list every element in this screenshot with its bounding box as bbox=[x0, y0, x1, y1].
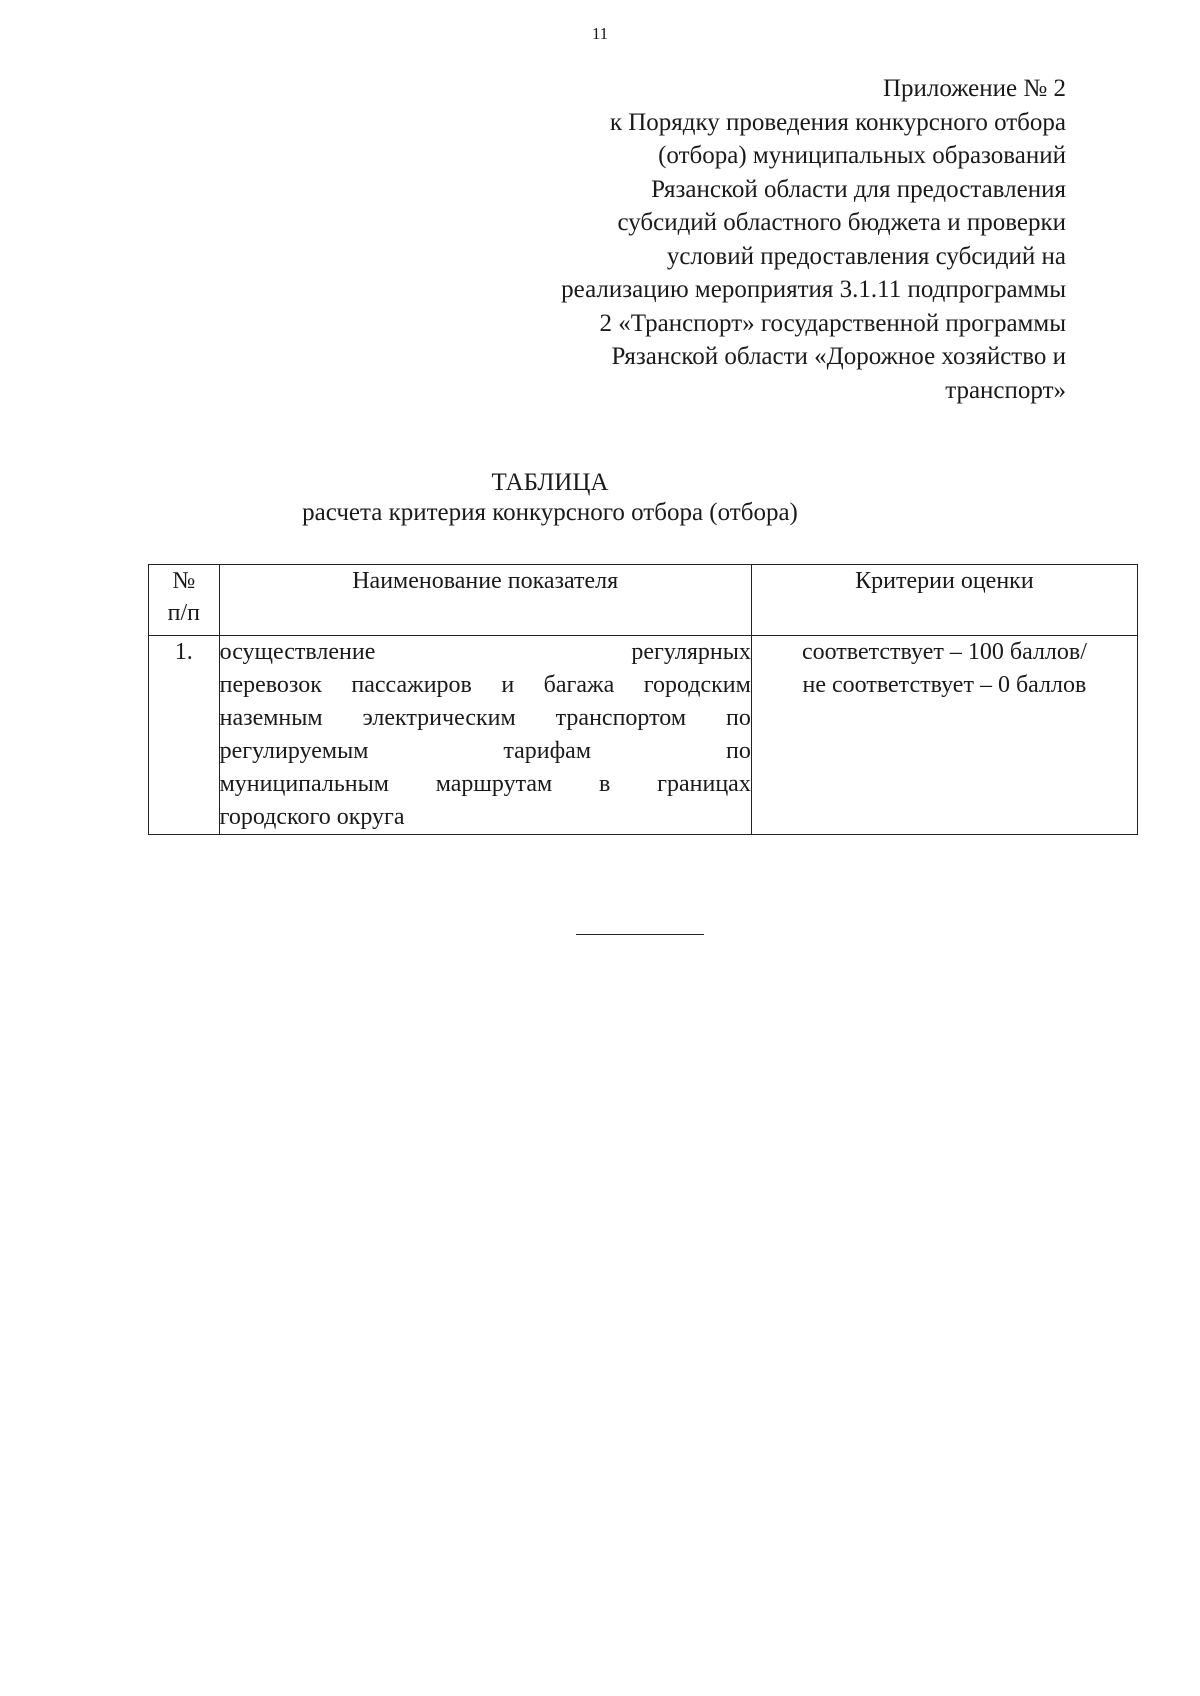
row-number: 1. bbox=[149, 636, 220, 835]
appendix-line: Рязанской области «Дорожное хозяйство и bbox=[611, 343, 1066, 370]
appendix-line: субсидий областного бюджета и проверки bbox=[617, 209, 1066, 236]
header-number-symbol: № bbox=[172, 568, 196, 594]
indicator-line: регулируемым тарифам по bbox=[219, 738, 751, 764]
indicator-line: перевозок пассажиров и багажа городским bbox=[219, 672, 751, 698]
appendix-line: условий предоставления субсидий на bbox=[666, 242, 1066, 270]
criteria-line: не соответствует – 0 баллов bbox=[802, 672, 1087, 698]
criteria-table bbox=[148, 564, 1138, 835]
title-subheading: расчета критерия конкурсного отбора (отбора) bbox=[302, 499, 798, 526]
criteria-line: соответствует – 100 баллов/ bbox=[801, 639, 1087, 665]
indicator-line: наземным электрическим транспортом по bbox=[219, 705, 751, 731]
appendix-line: к Порядку проведения конкурсного отбора bbox=[609, 108, 1066, 136]
appendix-line: реализацию мероприятия 3.1.11 подпрограммы bbox=[561, 276, 1066, 303]
row-criteria bbox=[751, 636, 1137, 835]
header-number bbox=[149, 565, 220, 636]
appendix-line: (отбора) муниципальных образований bbox=[658, 142, 1066, 169]
appendix-line: Приложение № 2 bbox=[882, 75, 1066, 102]
header-indicator: Наименование показателя bbox=[219, 565, 751, 636]
header-criteria: Критерии оценки bbox=[751, 565, 1137, 636]
appendix-line: транспорт» bbox=[945, 376, 1066, 404]
document-title bbox=[0, 468, 1190, 528]
appendix-line: Рязанской области для предоставления bbox=[651, 175, 1066, 203]
indicator-line: муниципальным маршрутам в границах bbox=[219, 771, 751, 797]
indicator-line: осуществление регулярных bbox=[219, 639, 751, 665]
page-number: 11 bbox=[591, 24, 609, 43]
appendix-header bbox=[366, 72, 1066, 407]
closing-divider bbox=[576, 934, 704, 935]
row-indicator bbox=[219, 636, 751, 835]
title-heading: ТАБЛИЦА bbox=[491, 469, 609, 496]
header-number-abbrev: п/п bbox=[167, 600, 200, 626]
table-row bbox=[149, 636, 1138, 835]
table-header-row bbox=[149, 565, 1138, 636]
appendix-line: 2 «Транспорт» государственной программы bbox=[599, 309, 1066, 337]
indicator-line: городского округа bbox=[219, 804, 405, 830]
